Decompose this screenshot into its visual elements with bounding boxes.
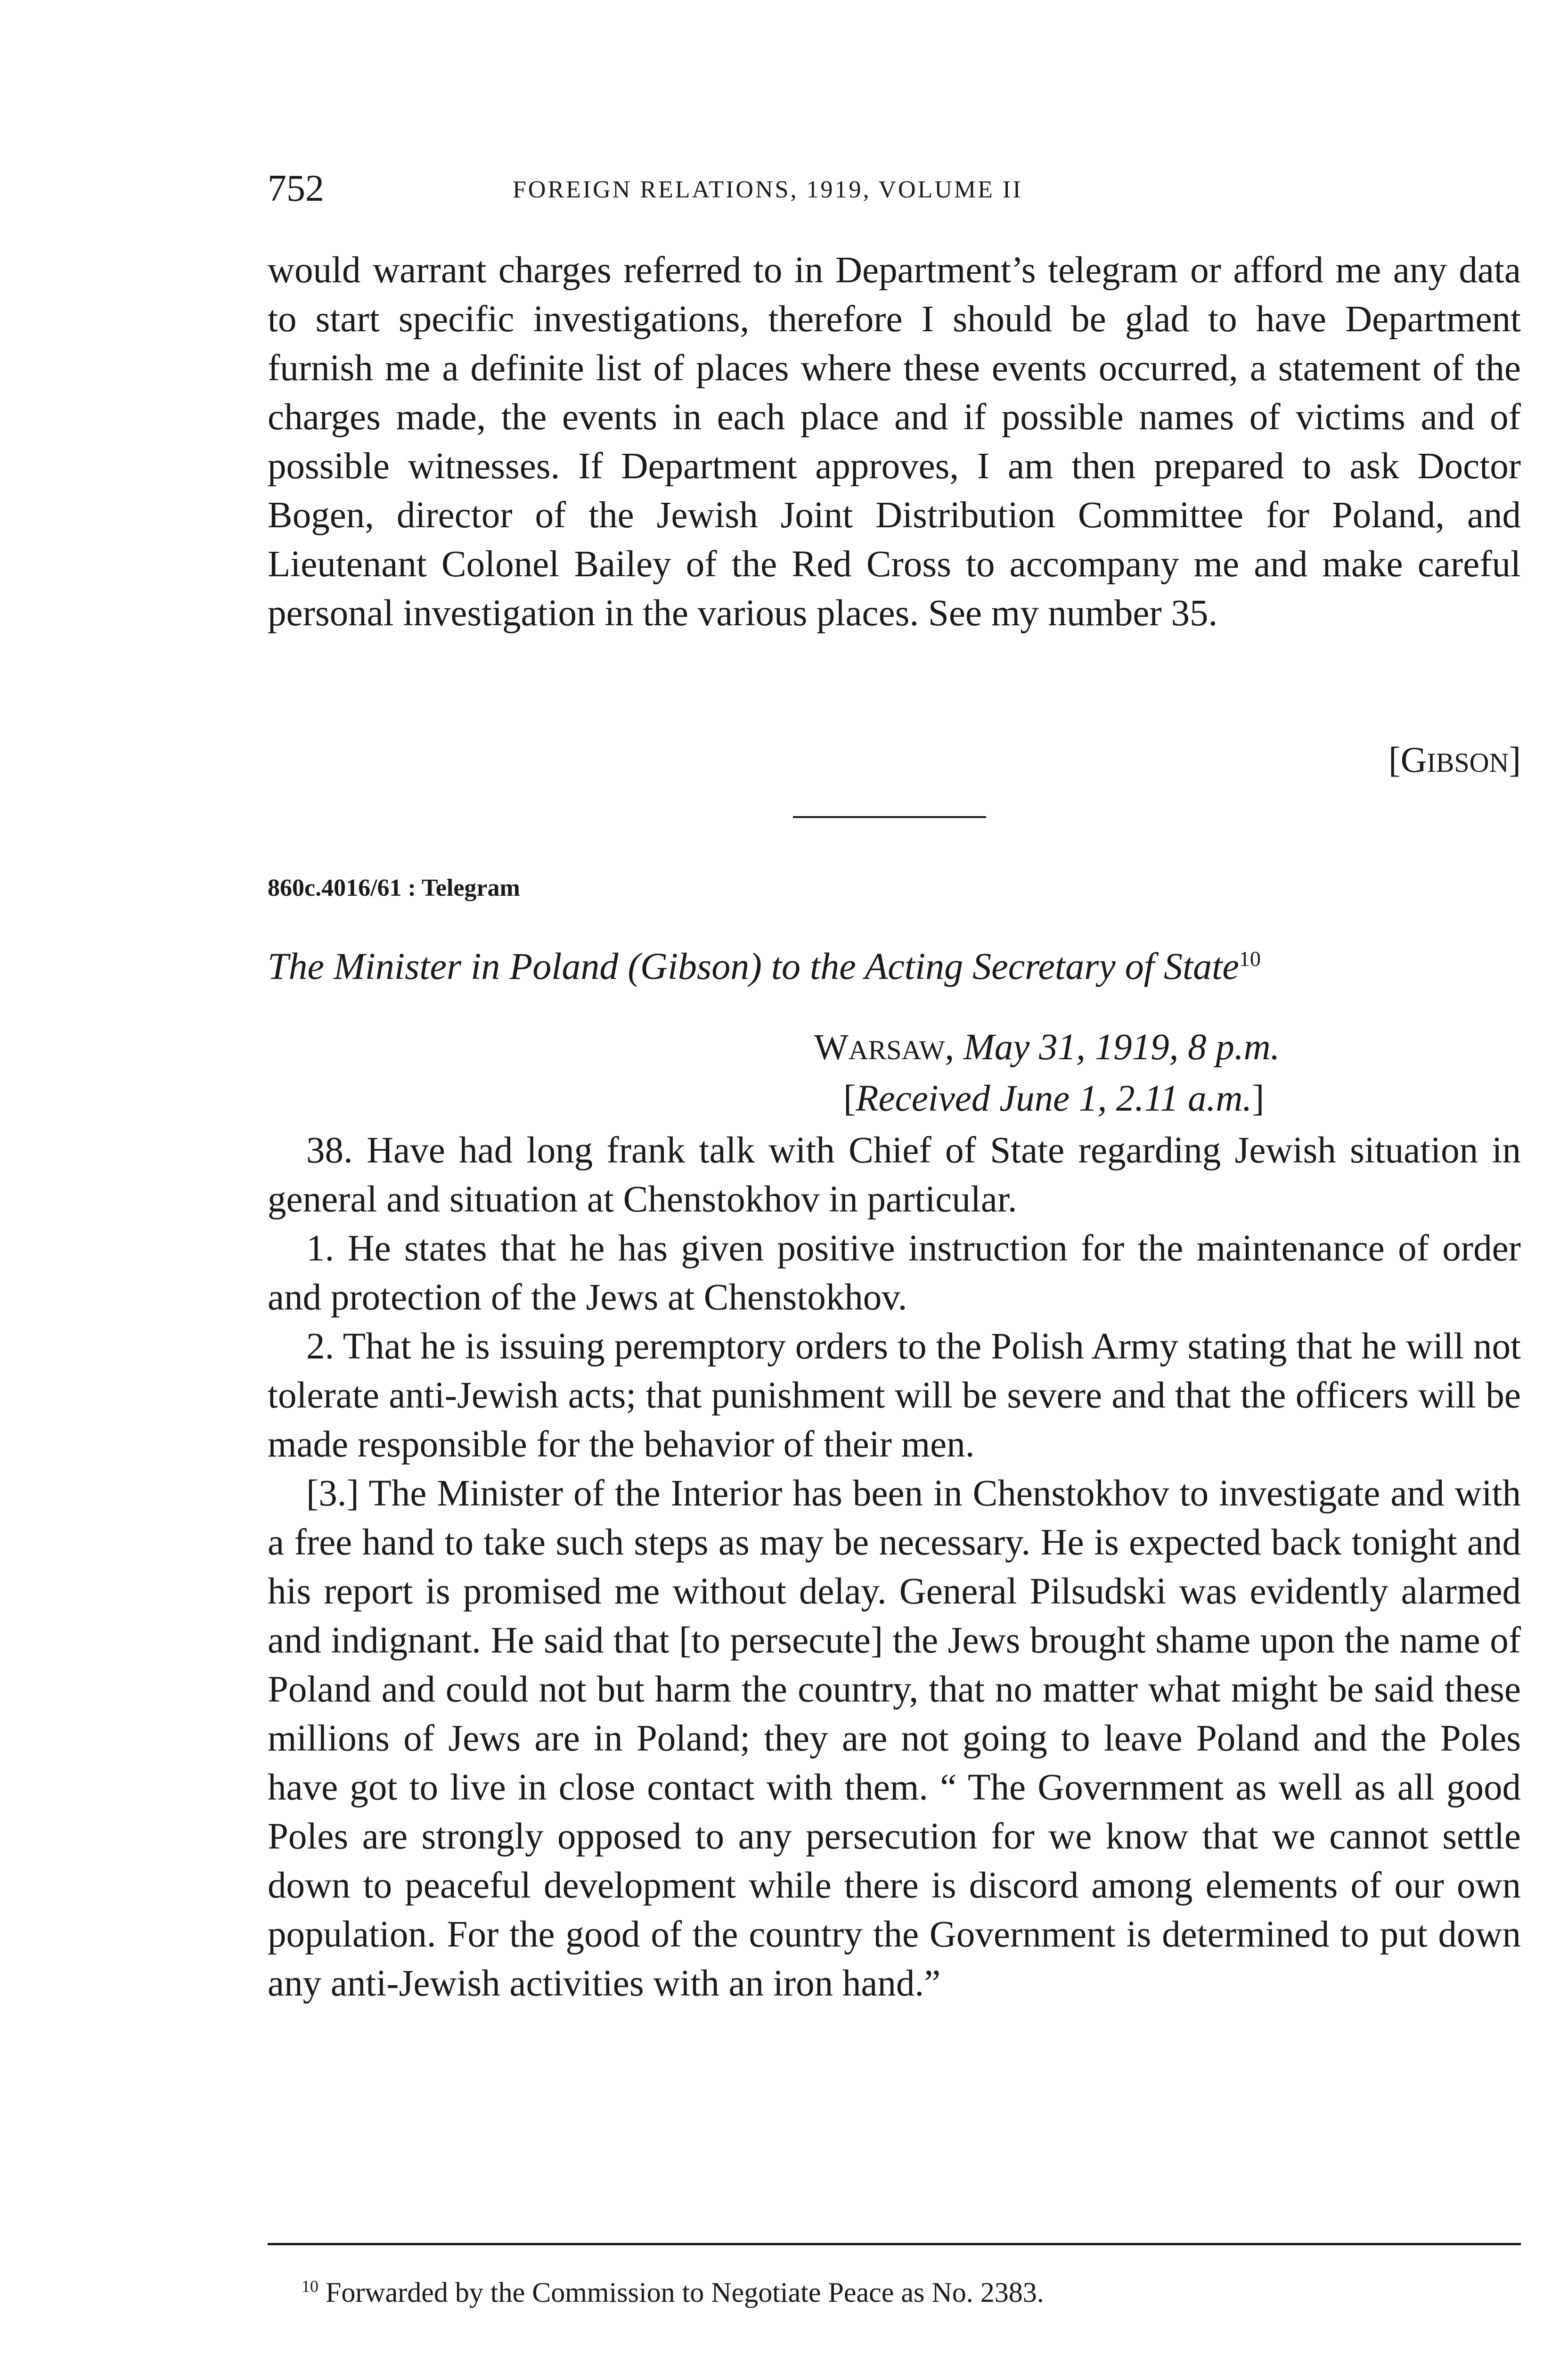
footnote-text: Forwarded by the Commission to Negotiate Peace as No. 2383. xyxy=(326,2277,1044,2308)
signature-bracket-close: ] xyxy=(1509,739,1521,780)
footnote-mark: 10 xyxy=(302,2277,318,2296)
page-header xyxy=(268,163,1521,214)
date-text: May 31, 1919, 8 p.m. xyxy=(964,1027,1280,1068)
place-rest: ARSAW xyxy=(848,1035,945,1065)
signature xyxy=(1388,735,1521,787)
dateline xyxy=(814,1023,1280,1075)
received-bracket-open: [ xyxy=(843,1078,856,1119)
dateline-comma: , xyxy=(945,1027,964,1068)
file-reference: 860c.4016/61 : Telegram xyxy=(268,875,520,901)
document-title xyxy=(268,933,1261,993)
paragraph: [3.] The Minister of the Interior has been in Chenstokhov to investigate and with a free hand to take such steps as may be necessary. He is expected back tonight and his report is promised me without delay. General Pilsudski was evidently alarmed and indignant. He said that [to persecute] the Jews brought shame upon the name of Poland and could not but harm the country, that no matter what might be said these millions of Jews are in Poland; they are not going to leave Poland and the Poles have got to live in close contact with them. “ The Government as well as all good Poles are strongly opposed to any persecution for we know that we cannot settle down to peaceful development while there is discord among elements of our own population. For the good of the country the Government is determined to put down any anti-Jewish activities with an iron hand.” xyxy=(268,1473,1521,2004)
footnote-divider xyxy=(268,2243,1521,2245)
continued-paragraph xyxy=(268,246,1521,638)
received-line xyxy=(843,1074,1264,1123)
paragraph: 38. Have had long frank talk with Chief of State regarding Jewish situation in general and situation at Chenstokhov in particular. xyxy=(268,1130,1521,1220)
running-head: FOREIGN RELATIONS, 1919, VOLUME II xyxy=(513,176,1023,203)
paragraph: would warrant charges referred to in Department’s telegram or afford me any data to start specific investigations, therefore I should be glad to have Department furnish me a definite list of places where these events occurred, a statement of the charges made, the events in each place and if possible names of victims and of possible witnesses. If Department approves, I am then prepared to ask Doctor Bogen, director of the Jewish Joint Distribution Committee for Poland, and Lieutenant Colonel Bailey of the Red Cross to accompany me and make careful personal investigation in the various places. See my number 35. xyxy=(268,250,1521,634)
footnote xyxy=(302,2267,1044,2311)
title-text: The Minister in Poland (Gibson) to the Acting Secretary of State xyxy=(268,946,1239,988)
title-footnote-mark: 10 xyxy=(1239,947,1261,971)
signature-rest: IBSON xyxy=(1427,747,1509,778)
signature-bracket-open: [ xyxy=(1388,739,1401,780)
telegram-body xyxy=(268,1126,1521,2008)
section-divider xyxy=(793,816,986,818)
place-initial: W xyxy=(814,1027,849,1067)
received-text: Received June 1, 2.11 a.m. xyxy=(856,1078,1252,1119)
paragraph: 1. He states that he has given positive instruction for the maintenance of order and protection of the Jews at Chenstokhov. xyxy=(268,1228,1521,1318)
received-bracket-close: ] xyxy=(1252,1078,1265,1119)
page-number: 752 xyxy=(268,168,324,209)
paragraph: 2. That he is issuing peremptory orders to the Polish Army stating that he will not tolerate anti-Jewish acts; that punishment will be severe and that the officers will be made responsible for the behavior of their men. xyxy=(268,1326,1521,1465)
signature-initial: G xyxy=(1400,739,1427,780)
